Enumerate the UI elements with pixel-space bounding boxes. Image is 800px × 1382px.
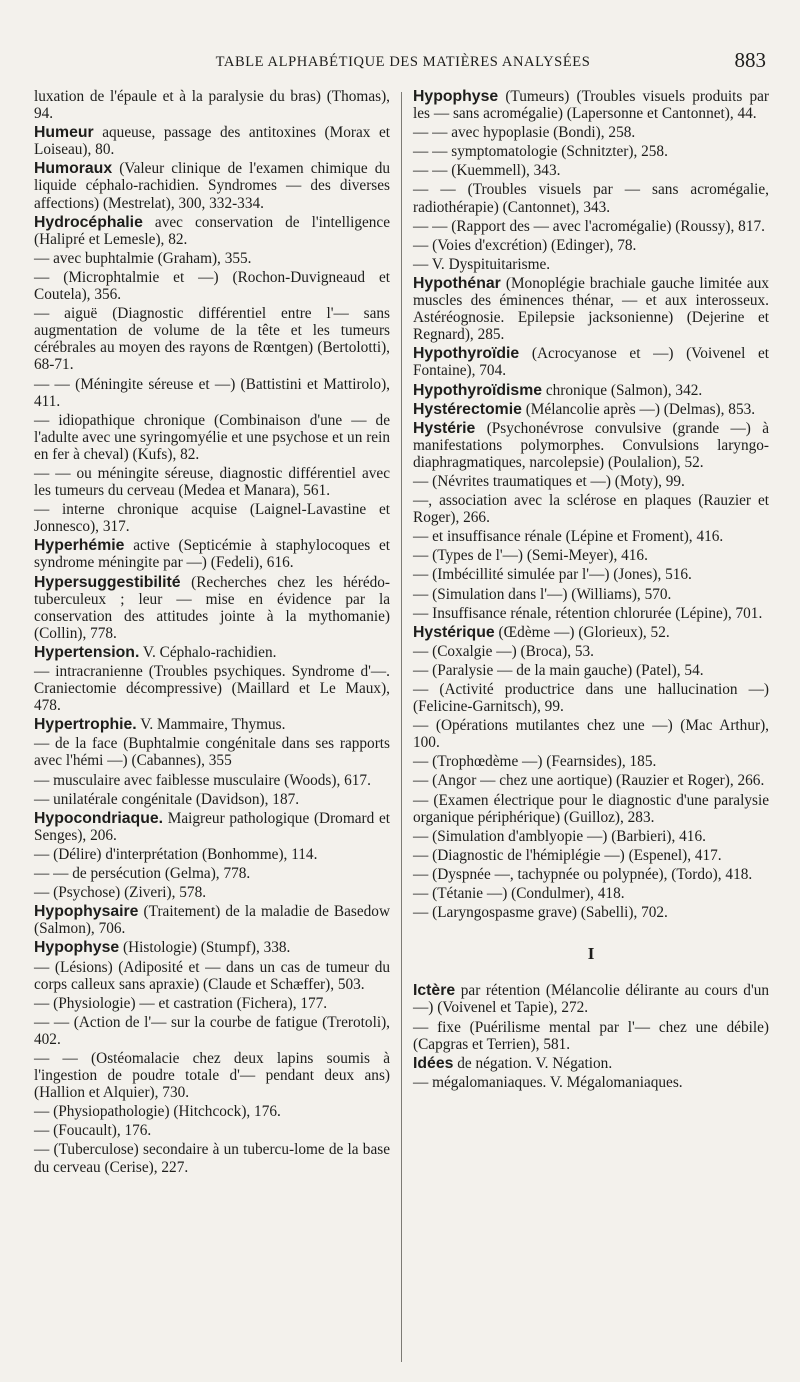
entry-headword: Hypothyroïdisme: [413, 381, 543, 399]
entry-text: — — (Ostéomalacie chez deux lapins soumis à l'ingestion de poudre totale d'— pendant deux ans) (Hallion et Alquier), 730.: [34, 1049, 390, 1102]
entry-headword: Hypothyroïdie: [413, 345, 520, 363]
entry-text: — (Névrites traumatiques et —) (Moty), 99.: [413, 472, 685, 490]
entry-text: V. Céphalo-rachidien.: [142, 643, 277, 661]
index-entry: [413, 586, 769, 603]
index-entry: [34, 735, 390, 769]
index-entry: [34, 269, 390, 303]
index-entry: [413, 382, 769, 399]
entry-text: — (Coxalgie —) (Broca), 53.: [413, 642, 594, 660]
entry-text: (Recherches chez les hérédo-tuberculeux ; leur — mise en évidence par la conservation des attitudes jointe à la mythomanie) (Collin), 778.: [34, 573, 390, 642]
index-entry: [34, 305, 390, 373]
index-entry: [34, 716, 390, 733]
left-column: [34, 88, 390, 1176]
entry-headword: Humeur: [34, 124, 94, 142]
entry-text: active (Septicémie à staphylocoques et syndrome méningite par —) (Fedeli), 616.: [34, 537, 391, 572]
page-number: 883: [734, 48, 766, 72]
index-entry: [34, 214, 390, 248]
index-entry: [413, 662, 769, 679]
entry-text: — (Types de l'—) (Semi-Meyer), 416.: [413, 547, 648, 565]
entry-text: — intracranienne (Troubles psychiques. Syndrome d'—. Craniectomie décompressive) (Maillard et Le Maux), 478.: [34, 663, 390, 715]
index-entry: [34, 995, 390, 1012]
entry-headword: Hypophyse: [413, 88, 499, 105]
entry-headword: Hystérique: [413, 623, 495, 641]
entry-text: — (Opérations mutilantes chez une —) (Mac Arthur), 100.: [413, 717, 769, 752]
index-entry: [413, 681, 769, 715]
entry-text: — (Physiopathologie) (Hitchcock), 176.: [34, 1103, 281, 1121]
entry-text: — musculaire avec faiblesse musculaire (Woods), 617.: [34, 771, 371, 789]
index-entry: [34, 1122, 390, 1139]
index-entry: [34, 501, 390, 535]
index-entry: [34, 939, 390, 956]
index-entry: [34, 574, 390, 642]
entry-headword: Hypocondriaque.: [34, 809, 164, 827]
index-entry: [413, 624, 769, 641]
index-entry: [413, 181, 769, 215]
entry-headword: Humoraux: [34, 160, 113, 178]
entry-text: — (Physiologie) — et castration (Fichera), 177.: [34, 994, 328, 1012]
index-entry: [34, 1141, 390, 1175]
entry-text: — — (Troubles visuels par — sans acromégalie, radiothérapie) (Cantonnet), 343.: [413, 181, 769, 216]
index-entry: [413, 1074, 769, 1091]
entry-text: — Insuffisance rénale, rétention chlorurée (Lépine), 701.: [413, 604, 763, 622]
entry-text: — (Laryngospasme grave) (Sabelli), 702.: [413, 904, 668, 922]
entry-text: — V. Dyspituitarisme.: [413, 255, 551, 273]
index-entry: [413, 547, 769, 564]
entry-text: (Œdème —) (Glorieux), 52.: [498, 623, 670, 641]
entry-text: — aiguë (Diagnostic différentiel entre l'— sans augmentation de volume de la tête et les tumeurs cérébrales au moyen des rayons de Rœntgen) (Bertolotti), 68-71.: [34, 305, 390, 374]
entry-text: (Tumeurs) (Troubles visuels produits par les — sans acromégalie) (Lapersonne et Cantonnet), 44.: [413, 88, 770, 123]
entry-text: — — (Méningite séreuse et —) (Battistini et Mattirolo), 411.: [34, 375, 390, 410]
index-entry: [413, 162, 769, 179]
entry-headword: Hypertrophie.: [34, 716, 137, 734]
index-entry: [413, 717, 769, 751]
index-entry: [413, 1055, 769, 1072]
index-entry: [34, 772, 390, 789]
index-entry: [413, 473, 769, 490]
entry-text: — — symptomatologie (Schnitzter), 258.: [413, 143, 668, 161]
entry-text: — (Diagnostic de l'hémiplégie —) (Espenel), 417.: [413, 846, 722, 864]
entry-headword: Idées: [413, 1054, 454, 1072]
entry-text: (Histologie) (Stumpf), 338.: [122, 939, 291, 957]
entry-text: — interne chronique acquise (Laignel-Lavastine et Jonnesco), 317.: [34, 501, 390, 536]
entry-headword: Hydrocéphalie: [34, 213, 143, 231]
entry-text: — (Trophœdème —) (Fearnsides), 185.: [413, 753, 657, 771]
entry-headword: Hyperhémie: [34, 537, 125, 555]
entry-headword: Hypophyse: [34, 939, 120, 957]
index-entry: [34, 846, 390, 863]
index-entry: [34, 250, 390, 267]
entry-text: — (Tuberculose) secondaire à un tubercu-lome de la base du cerveau (Cerise), 227.: [34, 1141, 390, 1176]
index-entry: [34, 465, 390, 499]
entry-text: — et insuffisance rénale (Lépine et Froment), 416.: [413, 528, 724, 546]
entry-text: — (Psychose) (Ziveri), 578.: [34, 884, 207, 902]
index-entry: [34, 376, 390, 410]
entry-text: (Mélancolie après —) (Delmas), 853.: [525, 400, 756, 418]
entry-headword: Ictère: [413, 982, 456, 1000]
entry-text: par rétention (Mélancolie délirante au cours d'un —) (Voivenel et Tapie), 272.: [413, 982, 769, 1017]
entry-text: — (Tétanie —) (Condulmer), 418.: [413, 885, 625, 903]
entry-text: — — (Kuemmell), 343.: [413, 162, 561, 180]
entry-headword: Hystérectomie: [413, 400, 522, 418]
index-entry: [34, 1050, 390, 1101]
entry-headword: Hypertension.: [34, 643, 140, 661]
index-entry: [413, 143, 769, 160]
index-entry: [34, 663, 390, 714]
entry-text: (Psychonévrose convulsive (grande —) à manifestations polymorphes. Convulsions laryngo-diaphragmatiques, narcolepsie) (Poulalion), 52.: [413, 419, 769, 471]
index-entry: [413, 566, 769, 583]
index-entry: [34, 124, 390, 158]
index-entry: [413, 1019, 769, 1053]
entry-text: — de la face (Buphtalmie congénitale dans ses rapports avec l'hémi —) (Cabannes), 355: [34, 735, 390, 770]
index-entry: [413, 401, 769, 418]
index-entry: [413, 218, 769, 235]
index-entry: [34, 1014, 390, 1048]
column-divider: [401, 92, 402, 1362]
entry-text: — — (Action de l'— sur la courbe de fatigue (Trerotoli), 402.: [34, 1013, 390, 1048]
entry-text: — (Imbécillité simulée par l'—) (Jones), 516.: [413, 566, 692, 584]
index-entry: [413, 256, 769, 273]
entry-text: luxation de l'épaule et à la paralysie du bras) (Thomas), 94.: [34, 88, 390, 123]
index-entry: [413, 643, 769, 660]
entry-text: — (Examen électrique pour le diagnostic d'une paralysie organique périphérique) (Guilloz), 283.: [413, 791, 769, 826]
entry-text: — — de persécution (Gelma), 778.: [34, 865, 251, 883]
entry-text: (Traitement) de la maladie de Basedow (Salmon), 706.: [34, 903, 390, 938]
index-entry: [413, 88, 769, 122]
entry-text: — (Angor — chez une aortique) (Rauzier et Roger), 266.: [413, 772, 765, 790]
entry-text: — (Activité productrice dans une hallucination —) (Felicine-Garnitsch), 99.: [413, 681, 769, 716]
entry-text: — (Voies d'excrétion) (Edinger), 78.: [413, 236, 637, 254]
index-entry: [34, 644, 390, 661]
entry-text: — unilatérale congénitale (Davidson), 187.: [34, 790, 300, 808]
index-entry: [413, 420, 769, 471]
running-header: [40, 48, 766, 76]
index-entry: [413, 753, 769, 770]
entry-text: chronique (Salmon), 342.: [545, 381, 703, 399]
right-column: [413, 88, 769, 1091]
index-entry: [413, 772, 769, 789]
entry-text: — (Dyspnée —, tachypnée ou polypnée), (Tordo), 418.: [413, 865, 753, 883]
entry-text: — (Simulation d'amblyopie —) (Barbieri), 416.: [413, 827, 706, 845]
entry-headword: Hypothénar: [413, 274, 501, 292]
index-entry: [34, 903, 390, 937]
index-entry: [413, 124, 769, 141]
index-entry: [413, 275, 769, 343]
entry-text: — (Foucault), 176.: [34, 1122, 152, 1140]
index-entry: [34, 865, 390, 882]
entry-text: Maigreur pathologique (Dromard et Senges), 206.: [34, 809, 391, 844]
entry-text: — — avec hypoplasie (Bondi), 258.: [413, 124, 636, 142]
entry-text: — mégalomaniaques. V. Mégalomaniaques.: [413, 1073, 683, 1091]
index-entry: [413, 904, 769, 921]
index-entry: [34, 88, 390, 122]
entry-text: — (Simulation dans l'—) (Williams), 570.: [413, 585, 672, 603]
entry-text: (Valeur clinique de l'examen chimique du liquide céphalo-rachidien. Syndromes — des diverses affections) (Mestrelat), 300, 332-334.: [34, 160, 390, 212]
index-entry: [34, 537, 390, 571]
index-entry: [34, 791, 390, 808]
entry-text: — idiopathique chronique (Combinaison d'une — de l'adulte avec une syringomyélie et une psychose et un rein en fer à cheval) (Kufs), 82.: [34, 411, 390, 463]
entry-headword: Hypersuggestibilité: [34, 573, 181, 591]
index-entry: [413, 847, 769, 864]
entry-text: de négation. V. Négation.: [457, 1054, 613, 1072]
entry-text: (Acrocyanose et —) (Voivenel et Fontaine), 704.: [413, 345, 769, 380]
index-entry: [34, 810, 390, 844]
entry-text: — (Microphtalmie et —) (Rochon-Duvigneaud et Coutela), 356.: [34, 268, 390, 304]
index-entry: [413, 982, 769, 1016]
index-entry: [413, 605, 769, 622]
entry-text: — — ou méningite séreuse, diagnostic différentiel avec les tumeurs du cerveau (Medea et Manara), 561.: [34, 464, 390, 500]
index-entry: [34, 1103, 390, 1120]
index-entry: [413, 792, 769, 826]
entry-text: — (Délire) d'interprétation (Bonhomme), 114.: [34, 845, 318, 863]
entry-text: avec conservation de l'intelligence (Halipré et Lemesle), 82.: [34, 213, 390, 248]
entry-text: V. Mammaire, Thymus.: [140, 716, 286, 734]
entry-text: — — (Rapport des — avec l'acromégalie) (Roussy), 817.: [413, 217, 765, 235]
index-entry: [413, 866, 769, 883]
index-entry: [34, 884, 390, 901]
index-entry: [413, 237, 769, 254]
index-entry: [413, 885, 769, 902]
entry-headword: Hypophysaire: [34, 903, 139, 921]
entry-text: — avec buphtalmie (Graham), 355.: [34, 249, 252, 267]
index-entry: [413, 528, 769, 545]
index-entry: [34, 959, 390, 993]
entry-text: (Monoplégie brachiale gauche limitée aux muscles des éminences thénar, — et aux interosseux. Astéréognosie. Epilepsie jacksonienne) (Dejerine et Regnard), 285.: [413, 274, 769, 344]
entry-text: — (Lésions) (Adiposité et — dans un cas de tumeur du corps calleux sans apraxie) (Claude et Schæffer), 503.: [34, 958, 390, 993]
section-letter: I: [587, 944, 595, 964]
index-entry: [413, 492, 769, 526]
entry-text: — (Paralysie — de la main gauche) (Patel), 54.: [413, 661, 704, 679]
index-entry: [34, 160, 390, 211]
index-entry: [34, 412, 390, 463]
header-title: TABLE ALPHABÉTIQUE DES MATIÈRES ANALYSÉES: [215, 54, 591, 70]
entry-text: aqueuse, passage des antitoxines (Morax et Loiseau), 80.: [34, 124, 391, 159]
entry-text: — fixe (Puérilisme mental par l'— chez une débile) (Capgras et Terrien), 581.: [413, 1018, 769, 1053]
index-entry: [413, 828, 769, 845]
index-entry: [413, 345, 769, 379]
entry-text: —, association avec la sclérose en plaques (Rauzier et Roger), 266.: [413, 492, 769, 527]
entry-headword: Hystérie: [413, 419, 476, 437]
